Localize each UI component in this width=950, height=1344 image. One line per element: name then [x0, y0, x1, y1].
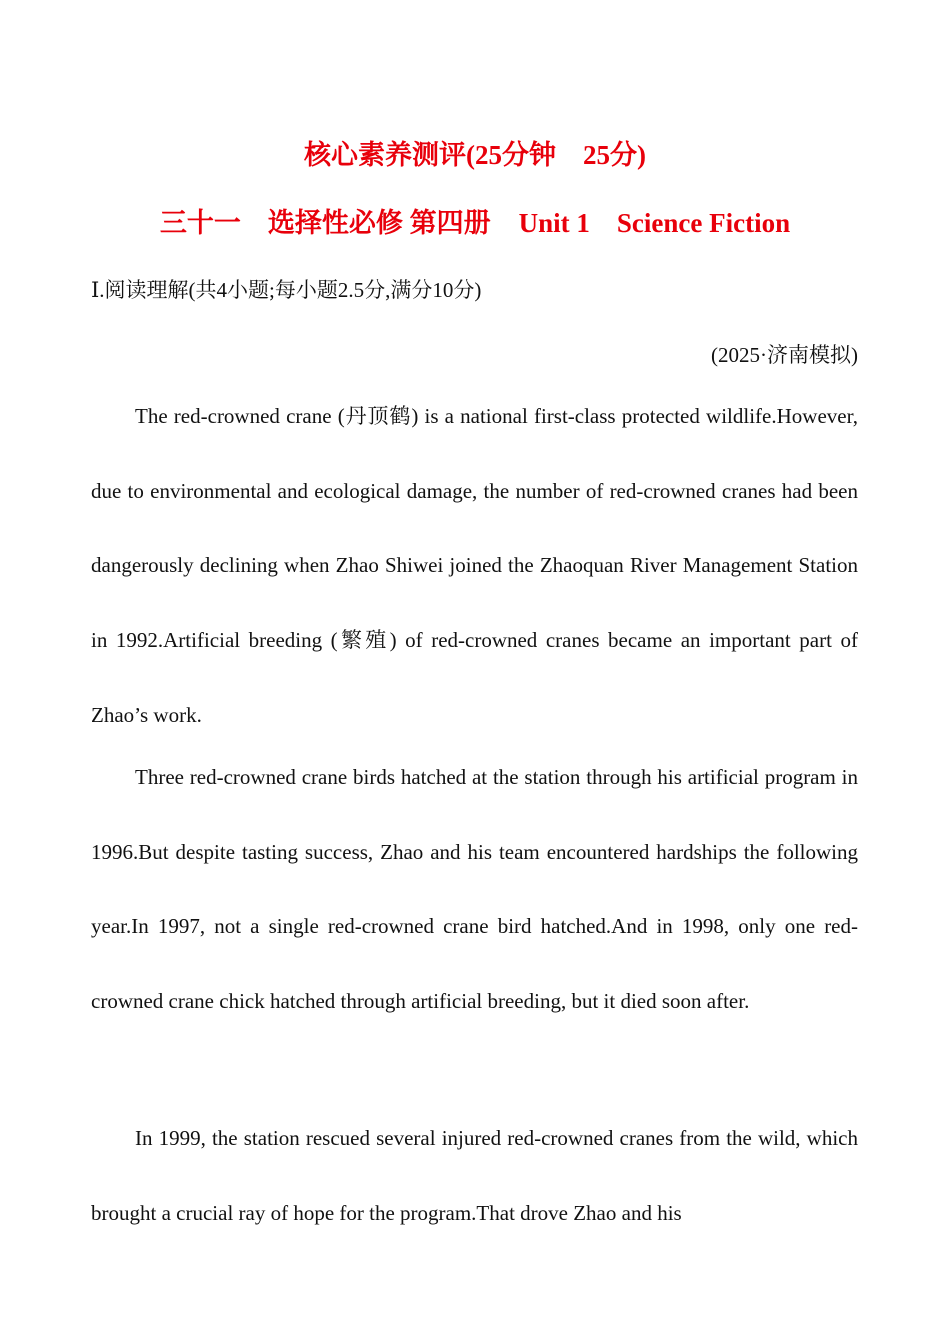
page-title: 核心素养测评(25分钟 25分) [304, 140, 646, 170]
unit-title-english: Unit 1 Science Fiction [518, 208, 791, 238]
unit-title-chinese: 三十一 选择性必修 第四册 [159, 208, 491, 238]
unit-title [0, 201, 950, 240]
passage-paragraph-1 [91, 379, 858, 753]
passage-paragraph-2 [91, 740, 858, 1039]
paragraph-text: Three red-crowned crane birds hatched at the station through his artificial program in 1996.But despite tasting success, Zhao and his team encountered hardships the following year.In 1997, not a single red-crowned crane bird hatched.And in 1998, only one red-crowned crane chick hatched through artificial breeding, but it died soon after. [91, 765, 858, 1014]
paragraph-text: In 1999, the station rescued several injured red-crowned cranes from the wild, which brought a crucial ray of hope for the program.That drove Zhao and his [91, 1126, 858, 1225]
source-note: (2025·济南模拟) [711, 343, 858, 367]
passage-paragraph-3 [91, 1101, 858, 1250]
section-heading: Ⅰ.阅读理解(共4小题;每小题2.5分,满分10分) [91, 278, 482, 302]
paragraph-text: The red-crowned crane (丹顶鹤) is a national first-class protected wildlife.However, due to environmental and ecological damage, the number of red-crowned cranes had been dangerously declining when Zhao Shiwei joined the Zhaoquan River Management Station in 1992.Artificial breeding (繁殖) of red-crowned cranes became an important part of Zhao’s work. [91, 404, 858, 727]
